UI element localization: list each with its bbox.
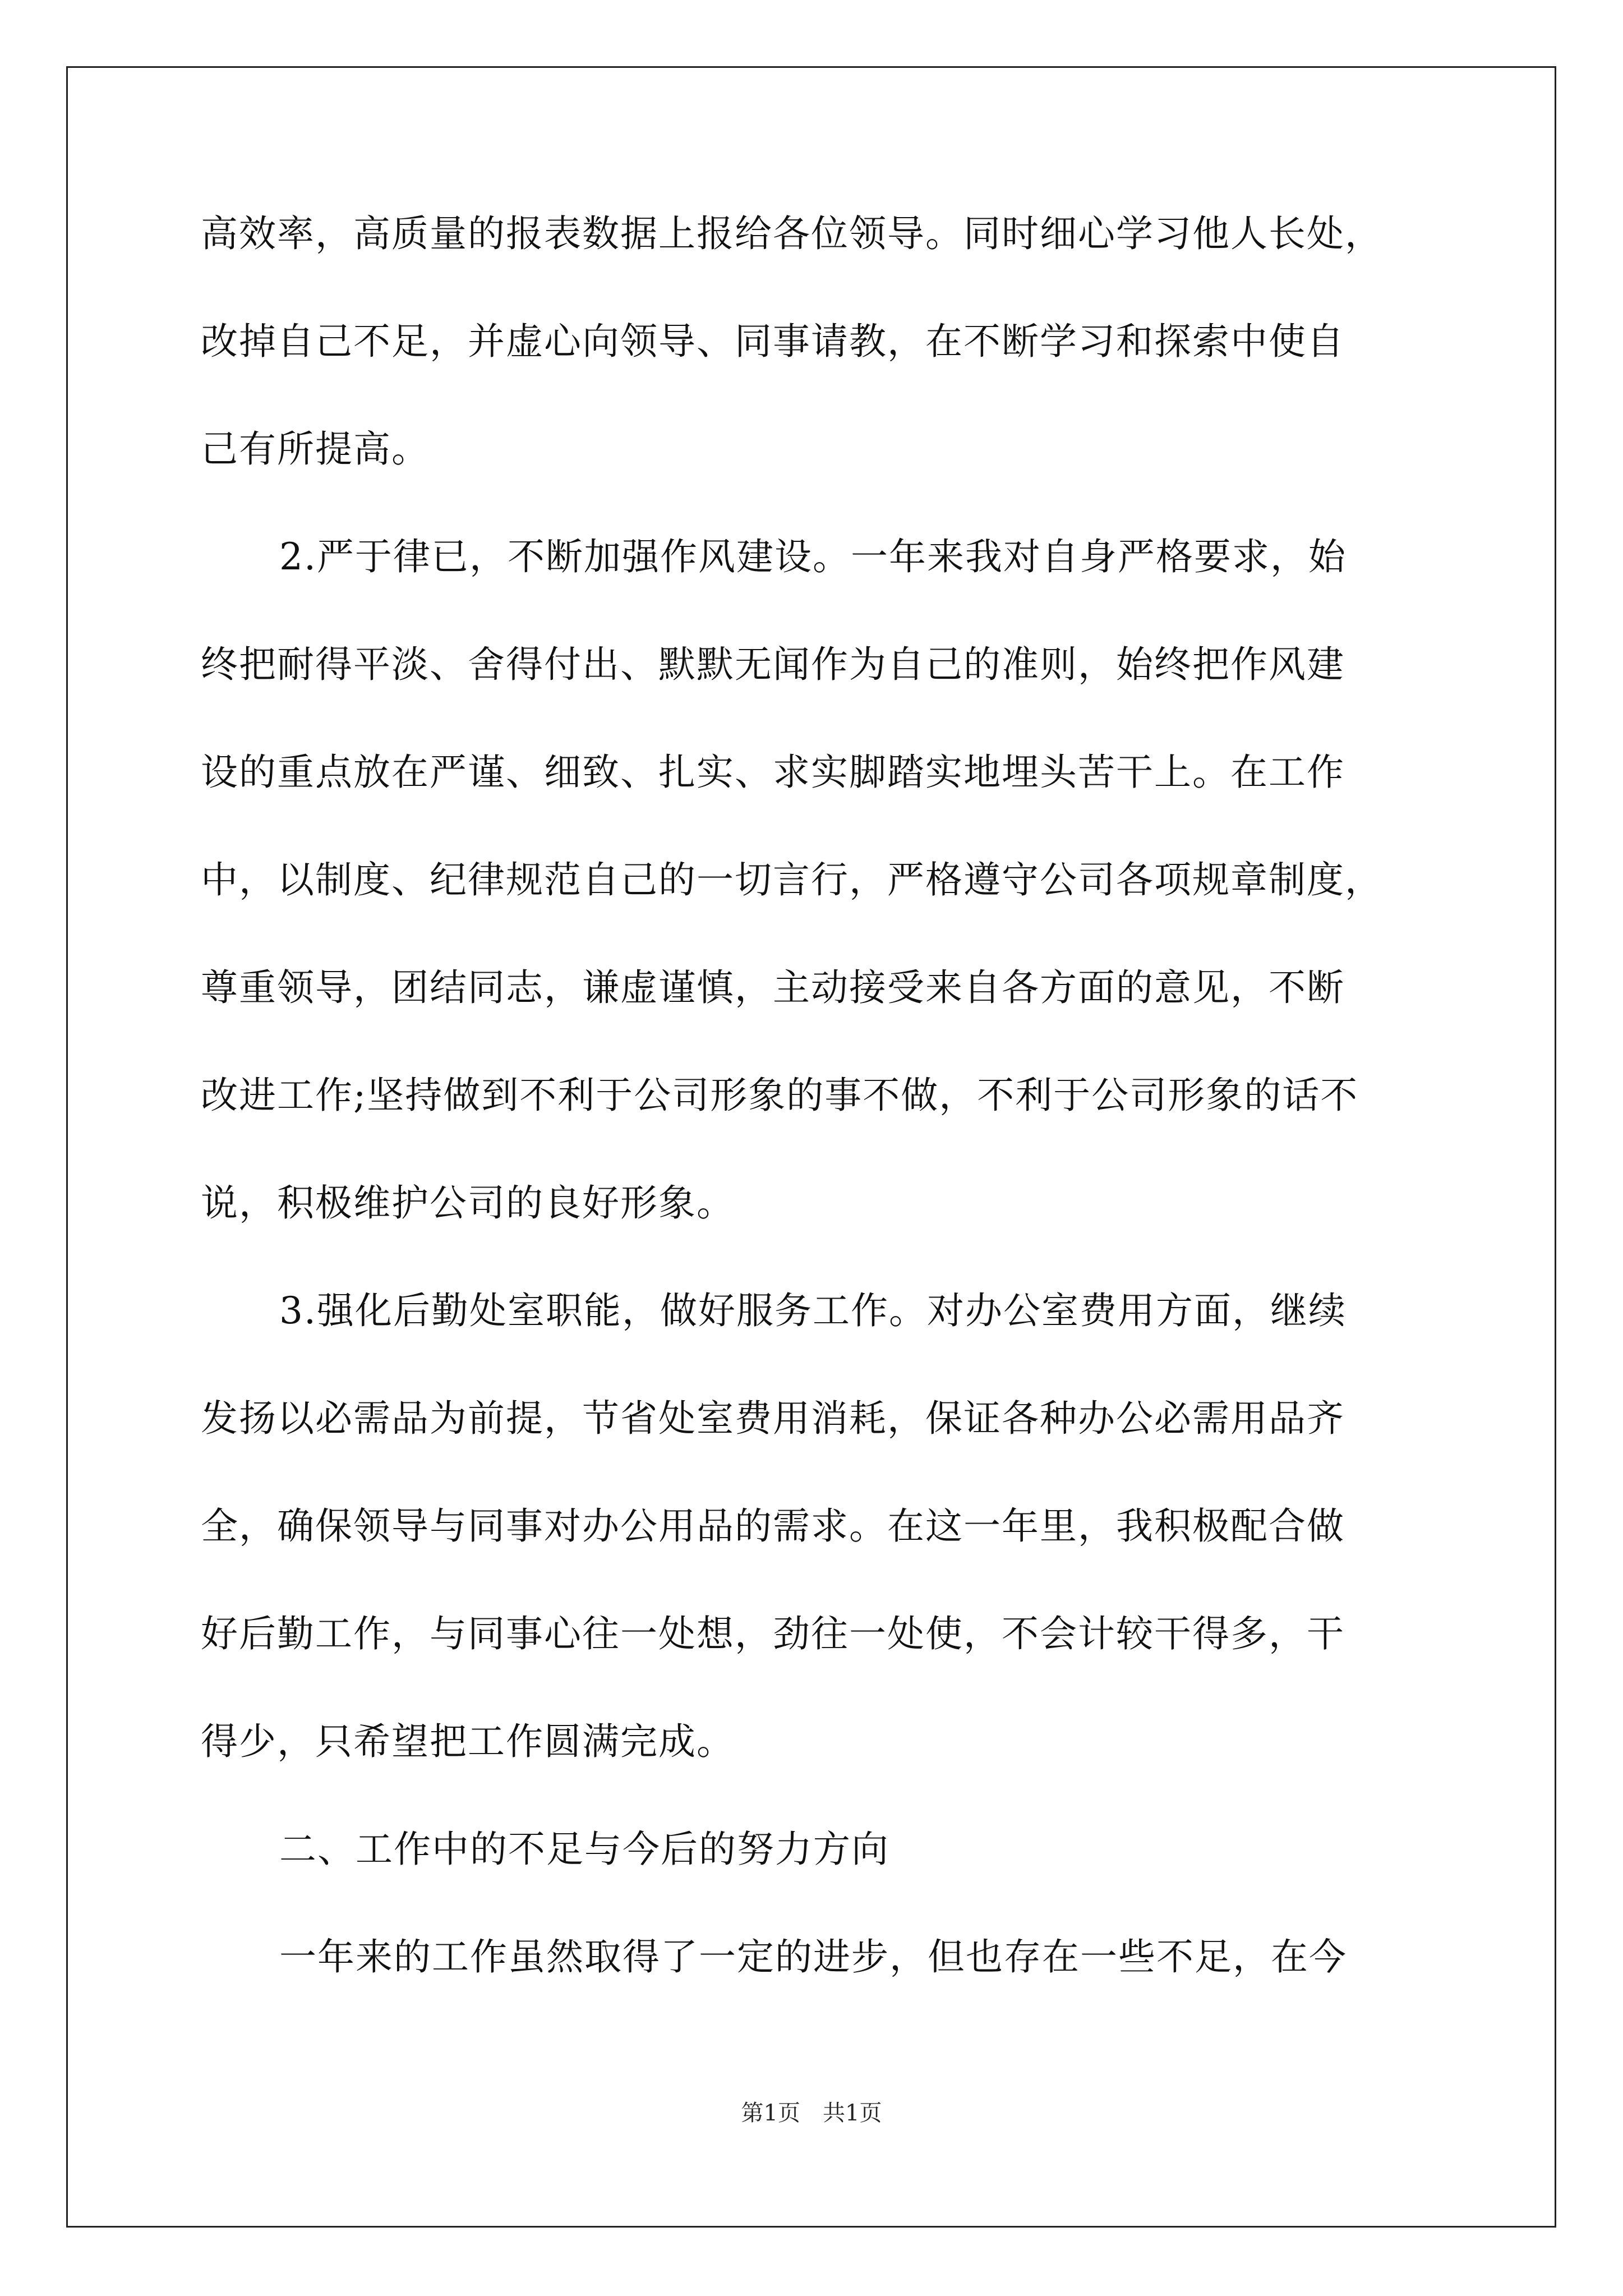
text-line: 说，积极维护公司的良好形象。 xyxy=(201,1181,735,1225)
text-line: 设的重点放在严谨、细致、扎实、求实脚踏实地埋头苦干上。在工作 xyxy=(201,751,1345,794)
page-footer: 第1页 共1页 xyxy=(741,2100,882,2126)
paragraph-start-line: 一年来的工作虽然取得了一定的进步，但也存在一些不足，在今 xyxy=(279,1935,1347,1978)
text-line: 高效率，高质量的报表数据上报给各位领导。同时细心学习他人长处， xyxy=(201,212,1383,255)
text-line: 发扬以必需品为前提，节省处室费用消耗，保证各种办公必需用品齐 xyxy=(201,1397,1345,1440)
text-line: 中，以制度、纪律规范自己的一切言行，严格遵守公司各项规章制度， xyxy=(201,858,1383,901)
paragraph-start-line: 3.强化后勤处室职能，做好服务工作。对办公室费用方面，继续 xyxy=(279,1289,1347,1332)
document-body xyxy=(201,209,1468,2040)
text-line: 全，确保领导与同事对办公用品的需求。在这一年里，我积极配合做 xyxy=(201,1504,1345,1548)
text-line: 改进工作;坚持做到不利于公司形象的事不做，不利于公司形象的话不 xyxy=(201,1074,1359,1117)
text-line: 尊重领导，团结同志，谦虚谨慎，主动接受来自各方面的意见，不断 xyxy=(201,966,1345,1009)
text-line: 己有所提高。 xyxy=(201,427,430,471)
text-line: 改掉自己不足，并虚心向领导、同事请教，在不断学习和探索中使自 xyxy=(201,320,1345,363)
section-heading: 二、工作中的不足与今后的努力方向 xyxy=(279,1828,889,1871)
paragraph-start-line: 2.严于律已，不断加强作风建设。一年来我对自身严格要求，始 xyxy=(279,535,1347,578)
text-line: 得少，只希望把工作圆满完成。 xyxy=(201,1720,735,1763)
text-line: 好后勤工作，与同事心往一处想，劲往一处使，不会计较干得多，干 xyxy=(201,1612,1345,1655)
text-line: 终把耐得平淡、舍得付出、默默无闻作为自己的准则，始终把作风建 xyxy=(201,643,1345,686)
